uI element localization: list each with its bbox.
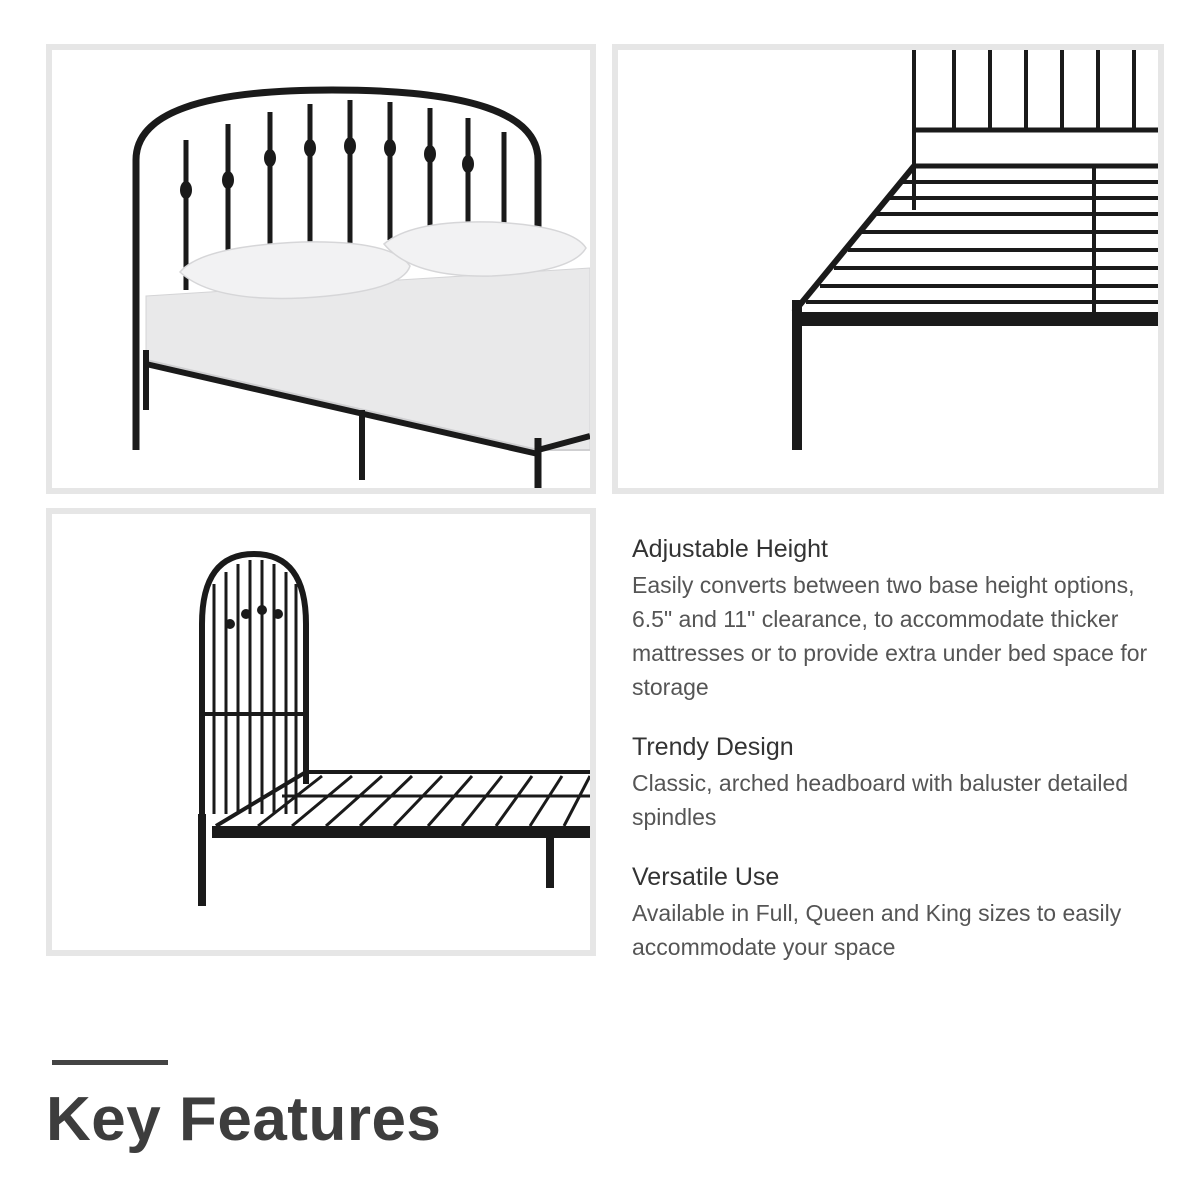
feature-item [632, 532, 1177, 704]
feature-description: Easily converts between two base height options, 6.5" and 11" clearance, to accommodate thicker mattresses or to provide extra under bed space for storage [632, 572, 1148, 700]
feature-title: Trendy Design [632, 733, 794, 761]
side-view-photo [46, 508, 596, 956]
feature-title: Versatile Use [632, 863, 780, 891]
feature-item [632, 730, 1177, 834]
bed-slats-icon [618, 50, 1158, 488]
slats-photo [612, 44, 1164, 494]
feature-description: Available in Full, Queen and King sizes to easily accommodate your space [632, 900, 1122, 960]
bed-side-icon [52, 514, 590, 950]
feature-description: Classic, arched headboard with baluster detailed spindles [632, 770, 1129, 830]
heading-divider [52, 1060, 168, 1065]
feature-title: Adjustable Height [632, 535, 828, 563]
features-list [632, 532, 1177, 990]
feature-item [632, 860, 1177, 964]
bed-headboard-icon [52, 50, 590, 488]
headboard-photo [46, 44, 596, 494]
page-title: Key Features [46, 1085, 442, 1154]
